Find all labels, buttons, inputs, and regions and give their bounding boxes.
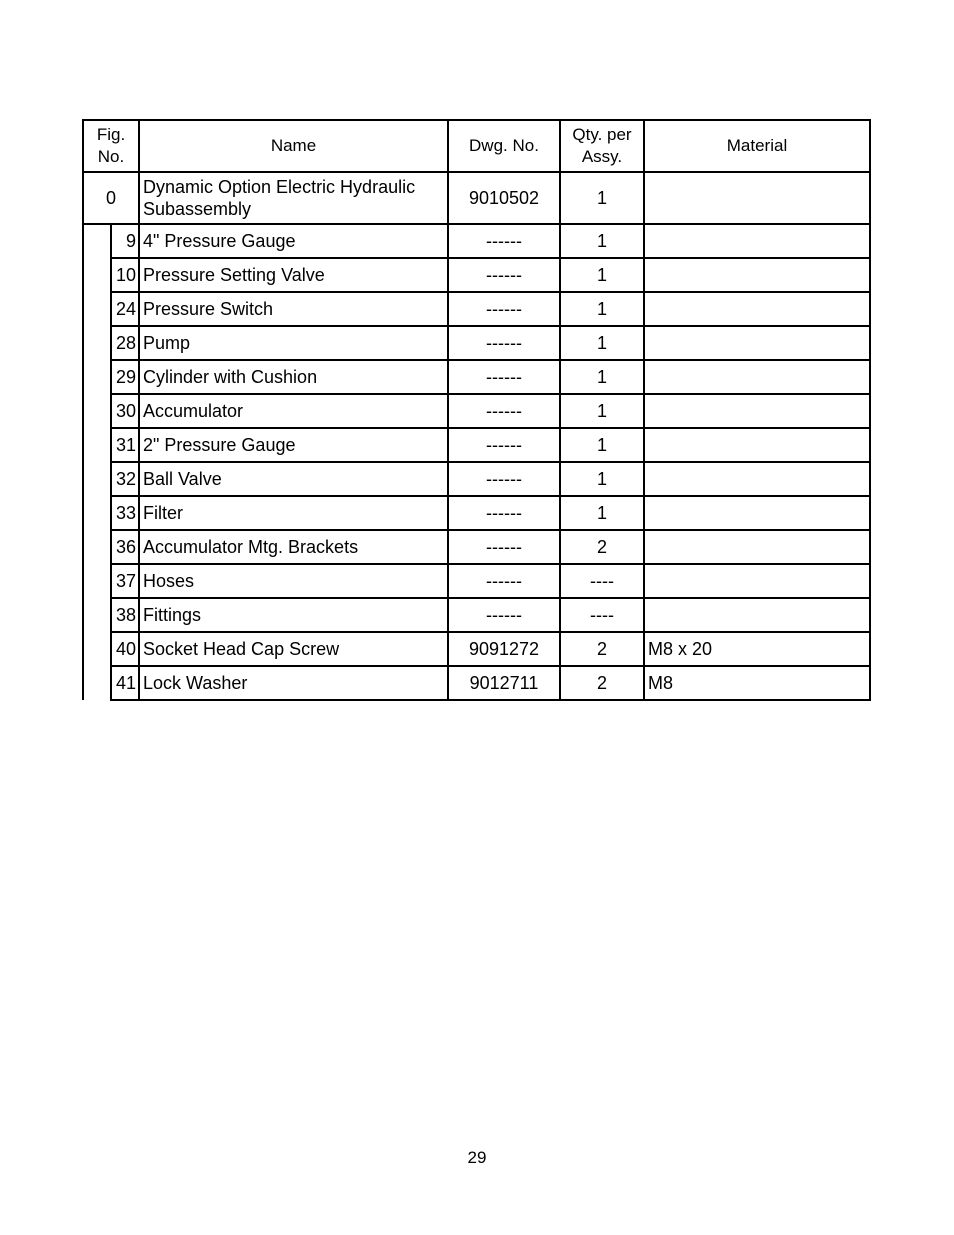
qty-per-assy: 1 xyxy=(560,258,644,292)
dwg-number: ------ xyxy=(448,462,560,496)
fig-number: 38 xyxy=(111,598,139,632)
qty-per-assy: 1 xyxy=(560,292,644,326)
table-row xyxy=(83,326,870,360)
qty-per-assy: 1 xyxy=(560,360,644,394)
material xyxy=(644,530,870,564)
dwg-number: ------ xyxy=(448,598,560,632)
dwg-number: ------ xyxy=(448,428,560,462)
indent-spacer xyxy=(83,394,111,428)
dwg-number: ------ xyxy=(448,564,560,598)
table-row xyxy=(83,666,870,700)
part-name: Pump xyxy=(139,326,448,360)
qty-per-assy: ---- xyxy=(560,598,644,632)
material xyxy=(644,496,870,530)
dwg-number: ------ xyxy=(448,292,560,326)
material: M8 x 20 xyxy=(644,632,870,666)
table-row xyxy=(83,428,870,462)
header-material: Material xyxy=(644,120,870,172)
part-name: Fittings xyxy=(139,598,448,632)
fig-number: 36 xyxy=(111,530,139,564)
part-name: Pressure Switch xyxy=(139,292,448,326)
part-name: Filter xyxy=(139,496,448,530)
fig-number: 41 xyxy=(111,666,139,700)
part-name: Socket Head Cap Screw xyxy=(139,632,448,666)
fig-number: 33 xyxy=(111,496,139,530)
fig-number: 31 xyxy=(111,428,139,462)
qty-per-assy: 2 xyxy=(560,666,644,700)
fig-number: 9 xyxy=(111,224,139,258)
part-name: Accumulator xyxy=(139,394,448,428)
dwg-number: 9010502 xyxy=(448,172,560,224)
part-name: Dynamic Option Electric Hydraulic Subassembly xyxy=(139,172,448,224)
part-name: Cylinder with Cushion xyxy=(139,360,448,394)
table-row xyxy=(83,462,870,496)
qty-per-assy: 1 xyxy=(560,172,644,224)
header-name: Name xyxy=(139,120,448,172)
table-row xyxy=(83,496,870,530)
indent-spacer xyxy=(83,258,111,292)
table-row xyxy=(83,258,870,292)
fig-number: 30 xyxy=(111,394,139,428)
parts-list-table xyxy=(82,119,871,701)
material xyxy=(644,292,870,326)
fig-number: 37 xyxy=(111,564,139,598)
material xyxy=(644,394,870,428)
part-name: Hoses xyxy=(139,564,448,598)
part-name: 4" Pressure Gauge xyxy=(139,224,448,258)
material xyxy=(644,564,870,598)
part-name: Lock Washer xyxy=(139,666,448,700)
table-row xyxy=(83,394,870,428)
qty-per-assy: 1 xyxy=(560,428,644,462)
material xyxy=(644,224,870,258)
dwg-number: ------ xyxy=(448,326,560,360)
dwg-number: ------ xyxy=(448,496,560,530)
dwg-number: ------ xyxy=(448,224,560,258)
part-name: Accumulator Mtg. Brackets xyxy=(139,530,448,564)
dwg-number: ------ xyxy=(448,258,560,292)
indent-spacer xyxy=(83,360,111,394)
indent-spacer xyxy=(83,496,111,530)
qty-per-assy: 2 xyxy=(560,530,644,564)
qty-per-assy: 1 xyxy=(560,326,644,360)
indent-spacer xyxy=(83,462,111,496)
qty-per-assy: 1 xyxy=(560,462,644,496)
material xyxy=(644,360,870,394)
material xyxy=(644,598,870,632)
header-dwg-no: Dwg. No. xyxy=(448,120,560,172)
table-row xyxy=(83,598,870,632)
qty-per-assy: ---- xyxy=(560,564,644,598)
page-number: 29 xyxy=(467,1148,487,1167)
material xyxy=(644,462,870,496)
fig-number: 24 xyxy=(111,292,139,326)
part-name: Ball Valve xyxy=(139,462,448,496)
indent-spacer xyxy=(83,666,111,700)
indent-spacer xyxy=(83,224,111,258)
qty-per-assy: 1 xyxy=(560,496,644,530)
table-row xyxy=(83,530,870,564)
fig-number: 32 xyxy=(111,462,139,496)
header-qty-per-assy: Qty. per Assy. xyxy=(560,120,644,172)
fig-number: 10 xyxy=(111,258,139,292)
material xyxy=(644,326,870,360)
indent-spacer xyxy=(83,598,111,632)
dwg-number: ------ xyxy=(448,360,560,394)
table-row xyxy=(83,360,870,394)
header-fig-no: Fig. No. xyxy=(83,120,139,172)
material xyxy=(644,258,870,292)
table-row-main-assembly xyxy=(83,172,870,224)
qty-per-assy: 1 xyxy=(560,224,644,258)
qty-per-assy: 1 xyxy=(560,394,644,428)
indent-spacer xyxy=(83,292,111,326)
table-header-row xyxy=(83,120,870,172)
dwg-number: ------ xyxy=(448,530,560,564)
dwg-number: 9091272 xyxy=(448,632,560,666)
table-row xyxy=(83,292,870,326)
fig-number: 28 xyxy=(111,326,139,360)
qty-per-assy: 2 xyxy=(560,632,644,666)
material xyxy=(644,172,870,224)
indent-spacer xyxy=(83,326,111,360)
part-name: Pressure Setting Valve xyxy=(139,258,448,292)
indent-spacer xyxy=(83,530,111,564)
indent-spacer xyxy=(83,632,111,666)
part-name: 2" Pressure Gauge xyxy=(139,428,448,462)
table-row xyxy=(83,564,870,598)
material xyxy=(644,428,870,462)
material: M8 xyxy=(644,666,870,700)
fig-number: 29 xyxy=(111,360,139,394)
fig-number: 40 xyxy=(111,632,139,666)
table-row xyxy=(83,224,870,258)
table-row xyxy=(83,632,870,666)
dwg-number: ------ xyxy=(448,394,560,428)
indent-spacer xyxy=(83,564,111,598)
fig-number: 0 xyxy=(83,172,139,224)
indent-spacer xyxy=(83,428,111,462)
dwg-number: 9012711 xyxy=(448,666,560,700)
